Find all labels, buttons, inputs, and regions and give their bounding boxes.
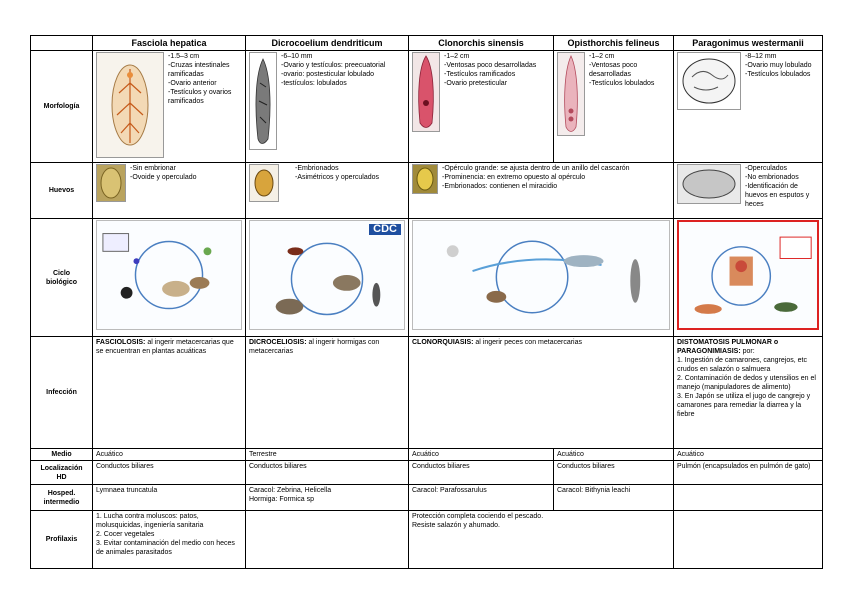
loc-fasciola: Conductos biliares — [93, 461, 246, 485]
profilaxis-clonorchis-line-2: Resiste salazón y ahumado. — [412, 522, 500, 529]
medio-clonorchis: Acuático — [409, 449, 554, 461]
header-opisthorchis: Opisthorchis felineus — [554, 36, 674, 51]
rowhead-infeccion: Infección — [31, 337, 93, 449]
corner-cell — [31, 36, 93, 51]
hosped-dicrocoelium-line-1: Caracol: Zebrina, Helicella — [249, 487, 332, 494]
loc-dicrocoelium: Conductos biliares — [246, 461, 409, 485]
ciclo-paragonimus — [674, 219, 823, 337]
profilaxis-paragonimus — [674, 511, 823, 569]
infeccion-dicrocoelium-title: DICROCELIOSIS: — [249, 339, 307, 346]
morf-dicrocoelium-line-2: -Ovario y testículos: preecuatorial — [281, 62, 386, 69]
clonorchis-worm-image — [412, 52, 440, 132]
morf-clonorchis-line-1: -1–2 cm — [444, 53, 470, 60]
morf-clonorchis-line-4: -Ovario pretesticular — [444, 80, 508, 87]
huevos-dicrocoelium-line-2: -Asimétricos y operculados — [295, 174, 380, 181]
medio-paragonimus: Acuático — [674, 449, 823, 461]
row-ciclo — [31, 219, 823, 337]
morf-opisthorchis — [554, 51, 674, 163]
rowhead-ciclo: Ciclo biológico — [31, 219, 93, 337]
huevos-fasciola — [93, 163, 246, 219]
huevos-paragonimus-line-2: -No embrionados — [745, 174, 799, 181]
header-row — [31, 36, 823, 51]
rowhead-medio: Medio — [31, 449, 93, 461]
row-localizacion — [31, 461, 823, 485]
cdc-logo: CDC — [369, 224, 401, 235]
infeccion-paragonimus-item-1: 1. Ingestión de camarones, cangrejos, etc crudos en salazón o salmuera — [677, 357, 807, 373]
infeccion-clonorchis-title: CLONORQUIASIS: — [412, 339, 474, 346]
morf-paragonimus-line-1: -8–12 mm — [745, 53, 777, 60]
profilaxis-fasciola-item-1: 1. Lucha contra moluscos: patos, molusquicidas, ingeniería sanitaria — [96, 513, 204, 529]
infeccion-dicrocoelium-text: al ingerir hormigas con metacercarias — [249, 339, 380, 355]
header-dicrocoelium: Dicrocoelium dendriticum — [246, 36, 409, 51]
hosped-paragonimus — [674, 485, 823, 511]
infeccion-paragonimus — [674, 337, 823, 449]
huevos-clonorchis-line-3: -Embrionados: contienen el miracidio — [442, 183, 558, 190]
opisthorchis-worm-image — [557, 52, 585, 136]
infeccion-paragonimus-item-3: 3. En Japón se utiliza el jugo de cangrejo y camarones para remediar la diarrea y la fiebre — [677, 393, 811, 418]
morf-paragonimus — [674, 51, 823, 163]
header-fasciola: Fasciola hepatica — [93, 36, 246, 51]
infeccion-paragonimus-title: DISTOMATOSIS PULMONAR o PARAGONIMIASIS: — [677, 339, 779, 355]
hosped-dicrocoelium-line-2: Hormiga: Formica sp — [249, 496, 314, 503]
profilaxis-fasciola-item-3: 3. Evitar contaminación del medio con heces de animales parasitados — [96, 540, 235, 556]
rowhead-hosped: Hosped. intermedio — [31, 485, 93, 511]
morf-dicrocoelium-line-1: -6–10 mm — [281, 53, 313, 60]
profilaxis-clonorchis-line-1: Protección completa cociendo el pescado. — [412, 513, 544, 520]
huevos-fasciola-line-2: -Ovoide y operculado — [130, 174, 197, 181]
hosped-dicrocoelium — [246, 485, 409, 511]
morf-paragonimus-line-3: -Testículos lobulados — [745, 71, 811, 78]
rowhead-huevos: Huevos — [31, 163, 93, 219]
profilaxis-fasciola-item-2: 2. Cocer vegetales — [96, 531, 155, 538]
huevos-dicrocoelium — [246, 163, 409, 219]
morf-fasciola — [93, 51, 246, 163]
huevos-paragonimus — [674, 163, 823, 219]
huevos-fasciola-line-1: -Sin embrionar — [130, 165, 176, 172]
hosped-clonorchis: Caracol: Parafossarulus — [409, 485, 554, 511]
header-paragonimus: Paragonimus westermanii — [674, 36, 823, 51]
morf-fasciola-line-4: -Testículos y ovarios ramificados — [168, 89, 232, 105]
morf-clonorchis — [409, 51, 554, 163]
loc-paragonimus: Pulmón (encapsulados en pulmón de gato) — [674, 461, 823, 485]
trematodes-table — [30, 35, 823, 569]
morf-clonorchis-line-2: -Ventosas poco desarrolladas — [444, 62, 537, 69]
huevos-dicrocoelium-line-1: -Embrionados — [295, 165, 339, 172]
huevos-paragonimus-line-1: -Operculados — [745, 165, 788, 172]
ciclo-fasciola — [93, 219, 246, 337]
fasciola-egg-image — [96, 164, 126, 202]
morf-dicrocoelium — [246, 51, 409, 163]
fasciola-lifecycle-diagram — [96, 220, 242, 330]
infeccion-dicrocoelium — [246, 337, 409, 449]
rowhead-localizacion: Localización HD — [31, 461, 93, 485]
row-hosped — [31, 485, 823, 511]
morf-opisthorchis-line-3: -Testículos lobulados — [589, 80, 655, 87]
morf-dicrocoelium-line-4: -testículos: lobulados — [281, 80, 347, 87]
infeccion-paragonimus-text: por: — [740, 348, 755, 355]
dicrocoelium-egg-image — [249, 164, 279, 202]
morf-clonorchis-line-3: -Testículos ramificados — [444, 71, 516, 78]
profilaxis-dicrocoelium — [246, 511, 409, 569]
dicrocoelium-lifecycle-diagram — [249, 220, 405, 330]
rowhead-morfologia: Morfología — [31, 51, 93, 163]
morf-paragonimus-line-2: -Ovario muy lobulado — [745, 62, 812, 69]
huevos-clonorchis-line-2: -Prominencia: en extremo opuesto al opérculo — [442, 174, 586, 181]
morf-fasciola-line-3: -Ovario anterior — [168, 80, 217, 87]
morf-opisthorchis-line-1: -1–2 cm — [589, 53, 615, 60]
row-morfologia — [31, 51, 823, 163]
clonorchis-egg-image — [412, 164, 438, 194]
clonorchis-lifecycle-diagram — [412, 220, 670, 330]
medio-dicrocoelium: Terrestre — [246, 449, 409, 461]
morf-opisthorchis-line-2: -Ventosas poco desarrolladas — [589, 62, 638, 78]
huevos-paragonimus-line-3: -Identificación de huevos en esputos y heces — [745, 183, 810, 208]
ciclo-dicrocoelium — [246, 219, 409, 337]
infeccion-paragonimus-item-2: 2. Contaminación de dedos y utensilios en el manejo (manipuladores de alimento) — [677, 375, 816, 391]
paragonimus-egg-image — [677, 164, 741, 204]
row-medio — [31, 449, 823, 461]
hosped-fasciola: Lymnaea truncatula — [93, 485, 246, 511]
medio-fasciola: Acuático — [93, 449, 246, 461]
huevos-clonorchis — [409, 163, 674, 219]
loc-opisthorchis: Conductos biliares — [554, 461, 674, 485]
huevos-clonorchis-line-1: -Opérculo grande: se ajusta dentro de un anillo del cascarón — [442, 165, 630, 172]
infeccion-fasciola-title: FASCIOLOSIS: — [96, 339, 146, 346]
morf-fasciola-line-1: -1.5–3 cm — [168, 53, 200, 60]
rowhead-profilaxis: Profilaxis — [31, 511, 93, 569]
infeccion-fasciola — [93, 337, 246, 449]
infeccion-clonorchis — [409, 337, 674, 449]
infeccion-fasciola-text: al ingerir metacercarias que se encuentran en plantas acuáticas — [96, 339, 234, 355]
infeccion-clonorchis-text: al ingerir peces con metacercarias — [473, 339, 583, 346]
hosped-opisthorchis: Caracol: Bithynia leachi — [554, 485, 674, 511]
medio-opisthorchis: Acuático — [554, 449, 674, 461]
fasciola-diagram-image — [96, 52, 164, 158]
header-clonorchis: Clonorchis sinensis — [409, 36, 554, 51]
profilaxis-fasciola — [93, 511, 246, 569]
row-infeccion — [31, 337, 823, 449]
row-profilaxis — [31, 511, 823, 569]
morf-dicrocoelium-line-3: -ovario: postesticular lobulado — [281, 71, 374, 78]
ciclo-clonorchis — [409, 219, 674, 337]
paragonimus-worm-image — [677, 52, 741, 110]
profilaxis-clonorchis — [409, 511, 674, 569]
loc-clonorchis: Conductos biliares — [409, 461, 554, 485]
dicrocoelium-worm-image — [249, 52, 277, 150]
paragonimus-lifecycle-diagram — [677, 220, 819, 330]
row-huevos — [31, 163, 823, 219]
morf-fasciola-line-2: -Cruzas intestinales ramificadas — [168, 62, 230, 78]
